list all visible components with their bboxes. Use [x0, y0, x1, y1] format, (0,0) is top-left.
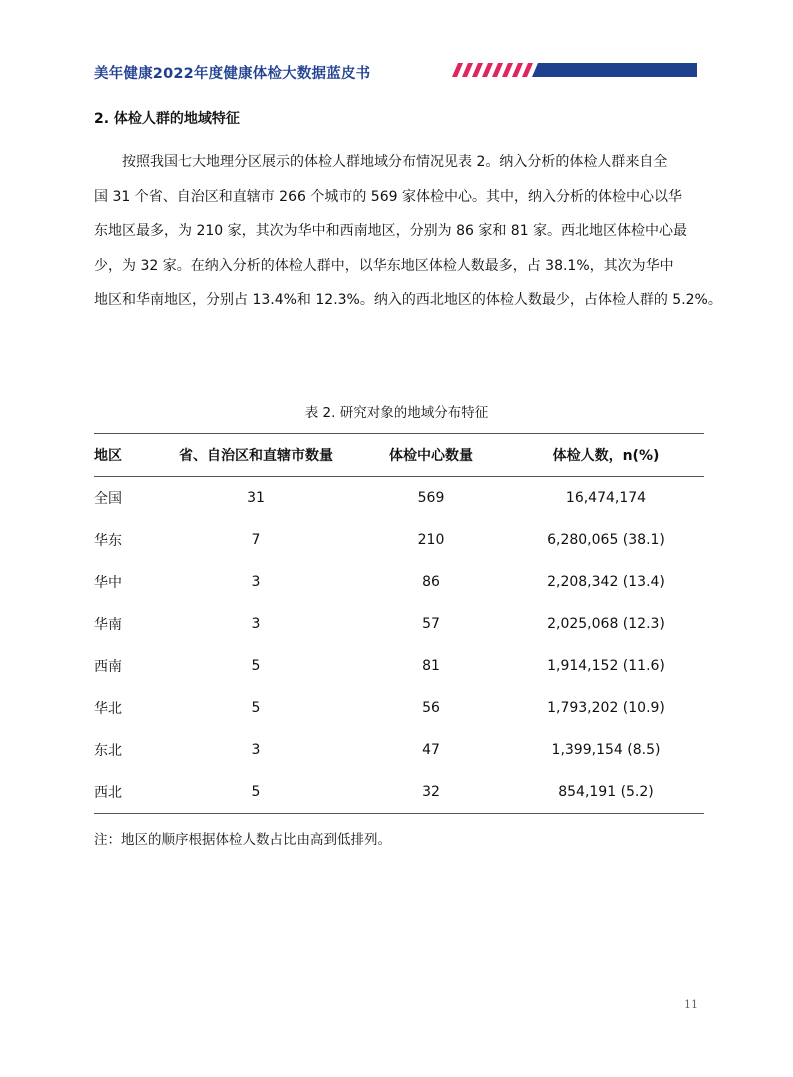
cell-examinee-count: 1,793,202 (10.9)	[547, 700, 665, 716]
cell-examinee-count: 6,280,065 (38.1)	[547, 532, 665, 548]
cell-province-count: 5	[251, 700, 261, 716]
header-title: 美年健康2022年度健康体检大数据蓝皮书	[94, 66, 371, 82]
table-header-row	[94, 434, 704, 477]
cell-region: 华南	[94, 617, 122, 633]
cell-examinee-count: 1,399,154 (8.5)	[551, 742, 661, 758]
cell-examinee-count: 2,025,068 (12.3)	[547, 616, 665, 632]
cell-region: 西南	[94, 659, 122, 675]
cell-examinee-count: 854,191 (5.2)	[508, 771, 704, 814]
cell-region: 华中	[94, 575, 122, 591]
cell-province-count: 3	[251, 742, 261, 758]
table-footnote: 注：地区的顺序根据体检人数占比由高到低排列。	[94, 832, 391, 848]
table-row	[94, 519, 704, 561]
table-row	[94, 477, 704, 520]
paragraph-line: 地区和华南地区，分别占 13.4%和 12.3%。纳入的西北地区的体检人数最少，占体检人群的 5.2%。	[94, 292, 722, 309]
column-header-examinee-count: 体检人数，n(%)	[508, 434, 704, 477]
table-row	[94, 687, 704, 729]
page-number: 11	[684, 998, 698, 1011]
column-header-region: 地区	[94, 434, 158, 477]
table-row	[94, 645, 704, 687]
column-header-province-count: 省、自治区和直辖市数量	[158, 434, 354, 477]
paragraph-line: 国 31 个省、自治区和直辖市 266 个城市的 569 家体检中心。其中，纳入分析的体检中心以华	[94, 188, 682, 205]
cell-region: 全国	[94, 491, 122, 507]
header-stripe-decoration	[452, 63, 697, 77]
body-paragraph	[94, 145, 722, 318]
table-caption: 表 2. 研究对象的地域分布特征	[304, 405, 489, 421]
cell-region: 西北	[94, 771, 158, 814]
cell-center-count: 56	[422, 700, 440, 716]
cell-examinee-count: 1,914,152 (11.6)	[547, 658, 665, 674]
cell-examinee-count: 16,474,174	[565, 490, 647, 506]
table-row	[94, 729, 704, 771]
paragraph-line: 按照我国七大地理分区展示的体检人群地域分布情况见表 2。纳入分析的体检人群来自全	[94, 154, 668, 170]
cell-center-count: 86	[422, 574, 440, 590]
table-row	[94, 603, 704, 645]
cell-center-count: 210	[417, 532, 445, 548]
column-header-center-count: 体检中心数量	[354, 434, 508, 477]
cell-region: 东北	[94, 743, 122, 759]
table-row	[94, 561, 704, 603]
region-distribution-table	[94, 433, 704, 814]
cell-center-count: 47	[422, 742, 440, 758]
cell-province-count: 31	[247, 490, 265, 506]
cell-province-count: 7	[251, 532, 261, 548]
cell-center-count: 32	[354, 771, 508, 814]
cell-province-count: 3	[251, 616, 261, 632]
paragraph-line: 少，为 32 家。在纳入分析的体检人群中，以华东地区体检人数最多，占 38.1%，其次为华中	[94, 257, 674, 274]
cell-province-count: 3	[251, 574, 261, 590]
cell-center-count: 569	[417, 490, 445, 506]
cell-province-count: 5	[251, 658, 261, 674]
cell-center-count: 57	[422, 616, 440, 632]
section-heading: 2. 体检人群的地域特征	[94, 111, 240, 127]
cell-center-count: 81	[422, 658, 440, 674]
paragraph-line: 东地区最多，为 210 家，其次为华中和西南地区，分别为 86 家和 81 家。西北地区体检中心最	[94, 223, 688, 240]
cell-region: 华北	[94, 701, 122, 717]
cell-region: 华东	[94, 533, 122, 549]
table-row	[94, 771, 704, 814]
cell-province-count: 5	[158, 771, 354, 814]
cell-examinee-count: 2,208,342 (13.4)	[547, 574, 665, 590]
